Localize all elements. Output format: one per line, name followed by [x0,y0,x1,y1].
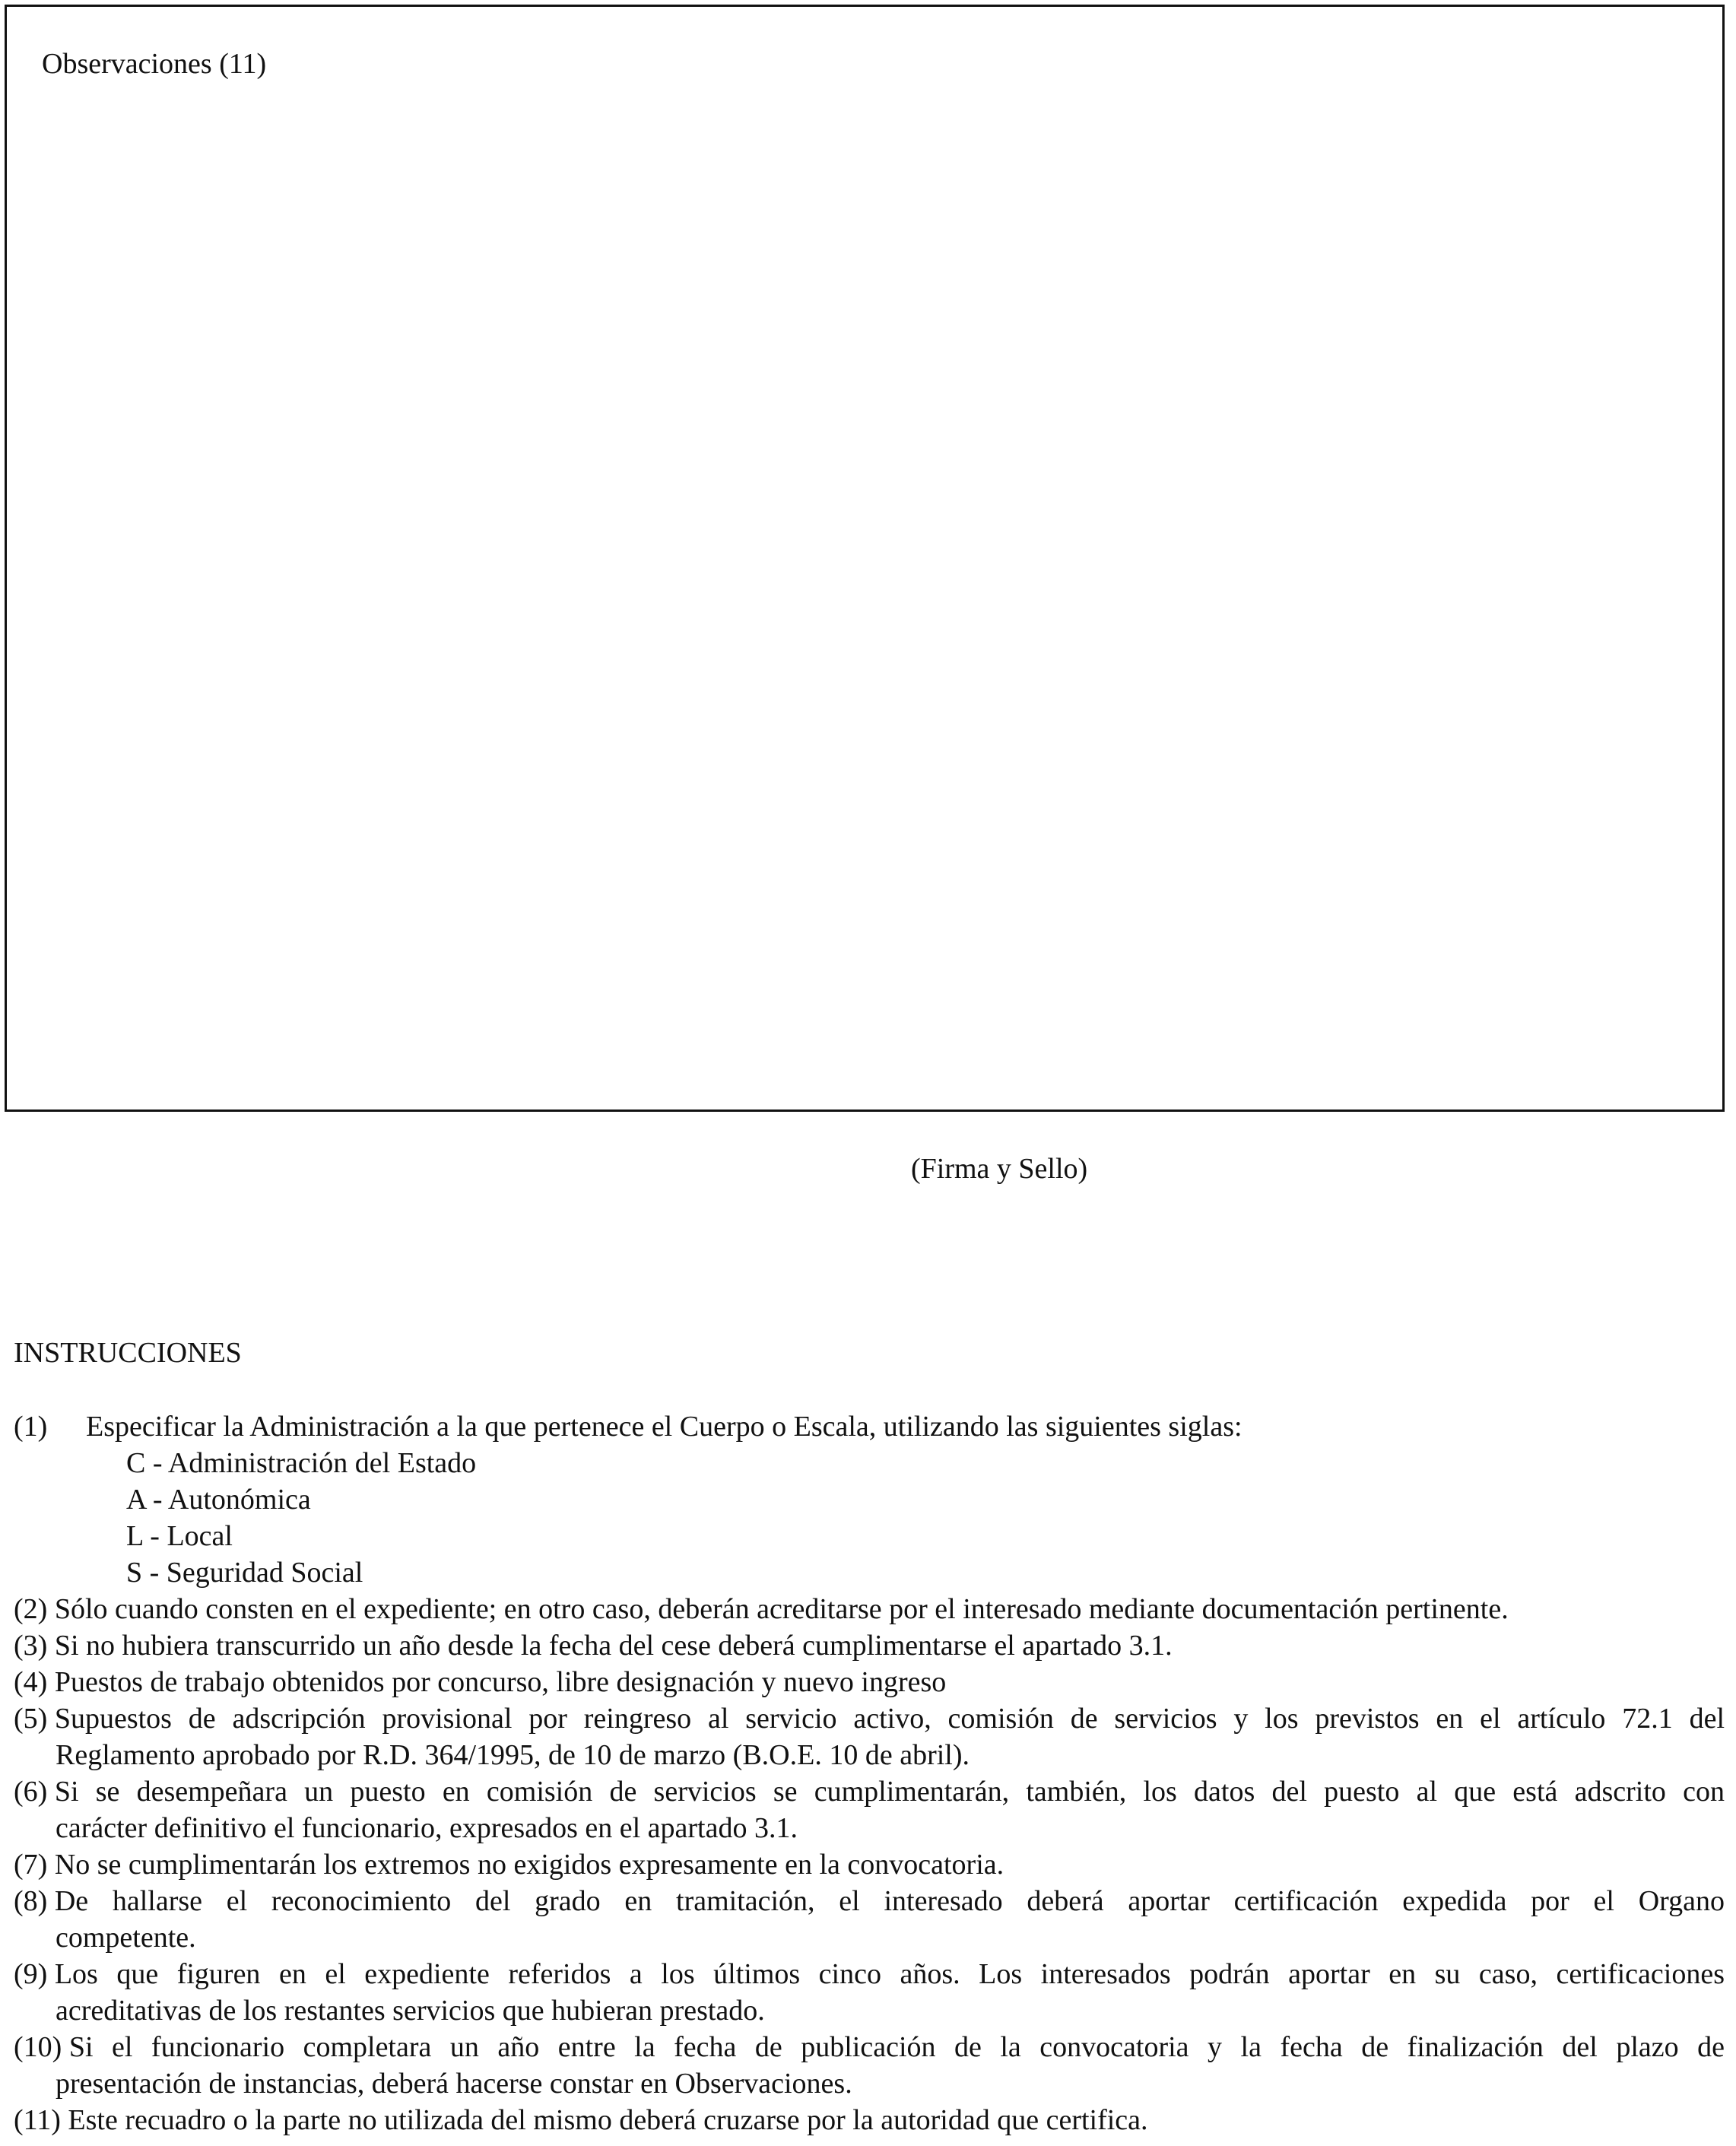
note-number: (8) [14,1885,55,1917]
note-number: (4) [14,1666,55,1698]
note-text: Si no hubiera transcurrido un año desde la fecha del cese deberá cumplimentarse el apartado 3.1. [54,1630,1173,1662]
note-number: (5) [14,1703,55,1735]
note-number: (9) [14,1958,55,1990]
sigla-item: C - Administración del Estado [126,1447,477,1479]
instrucciones-heading: INSTRUCCIONES [14,1337,242,1369]
siglas-list [14,1445,1725,1591]
note-continuation: Reglamento aprobado por R.D. 364/1995, de 10 de marzo (B.O.E. 10 de abril). [56,1739,970,1771]
firma-y-sello-label: (Firma y Sello) [911,1153,1088,1185]
note-number: (10) [14,2031,69,2063]
note-continuation: carácter definitivo el funcionario, expresados en el apartado 3.1. [56,1812,798,1844]
note-number: (7) [14,1849,55,1881]
note-text: Puestos de trabajo obtenidos por concurso, libre designación y nuevo ingreso [54,1666,947,1698]
note-text: Especificar la Administración a la que pertenece el Cuerpo o Escala, utilizando las siguientes siglas: [86,1411,1242,1443]
note-number: (1) [14,1411,48,1443]
instruction-note-10 [14,2029,1725,2065]
note-text: Este recuadro o la parte no utilizada del mismo deberá cruzarse por la autoridad que certifica. [68,2104,1148,2136]
instruction-note-11 [14,2102,1725,2138]
instruction-note-5 [14,1700,1725,1737]
instruction-note-8 [14,1883,1725,1919]
observaciones-box [5,5,1725,1112]
note-text: De hallarse el reconocimiento del grado en tramitación, el interesado deberá aportar certificación expedida por el Organo [54,1885,1725,1917]
instruction-note-9 [14,1956,1725,1992]
note-number: (3) [14,1630,55,1662]
sigla-item: S - Seguridad Social [126,1557,363,1589]
instrucciones-list [14,1408,1725,2138]
note-number: (2) [14,1593,55,1625]
note-continuation: competente. [56,1922,196,1954]
note-text: Si el funcionario completara un año entre la fecha de publicación de la convocatoria y la fecha de finalización del plazo de [68,2031,1725,2063]
instruction-note-1 [14,1408,1725,1445]
instruction-note-7 [14,1846,1725,1883]
note-text: No se cumplimentarán los extremos no exigidos expresamente en la convocatoria. [54,1849,1004,1881]
note-number: (6) [14,1776,55,1808]
note-text: Sólo cuando consten en el expediente; en otro caso, deberán acreditarse por el interesado mediante documentación pertinente. [54,1593,1509,1625]
note-text: Supuestos de adscripción provisional por reingreso al servicio activo, comisión de servicios y los previstos en el artículo 72.1 del [54,1703,1725,1735]
sigla-item: A - Autonómica [126,1484,311,1516]
observaciones-title: Observaciones (11) [42,48,267,80]
instruction-note-4 [14,1664,1725,1700]
note-number: (11) [14,2104,68,2136]
instruction-note-6 [14,1773,1725,1810]
note-text: Si se desempeñara un puesto en comisión de servicios se cumplimentarán, también, los datos del puesto al que está adscrito con [54,1776,1725,1808]
note-continuation: presentación de instancias, deberá hacerse constar en Observaciones. [56,2068,852,2100]
note-text: Los que figuren en el expediente referidos a los últimos cinco años. Los interesados podrán aportar en su caso, certificaciones [54,1958,1725,1990]
instruction-note-3 [14,1627,1725,1664]
sigla-item: L - Local [126,1520,233,1552]
note-continuation: acreditativas de los restantes servicios que hubieran prestado. [56,1995,765,2027]
instruction-note-2 [14,1591,1725,1627]
